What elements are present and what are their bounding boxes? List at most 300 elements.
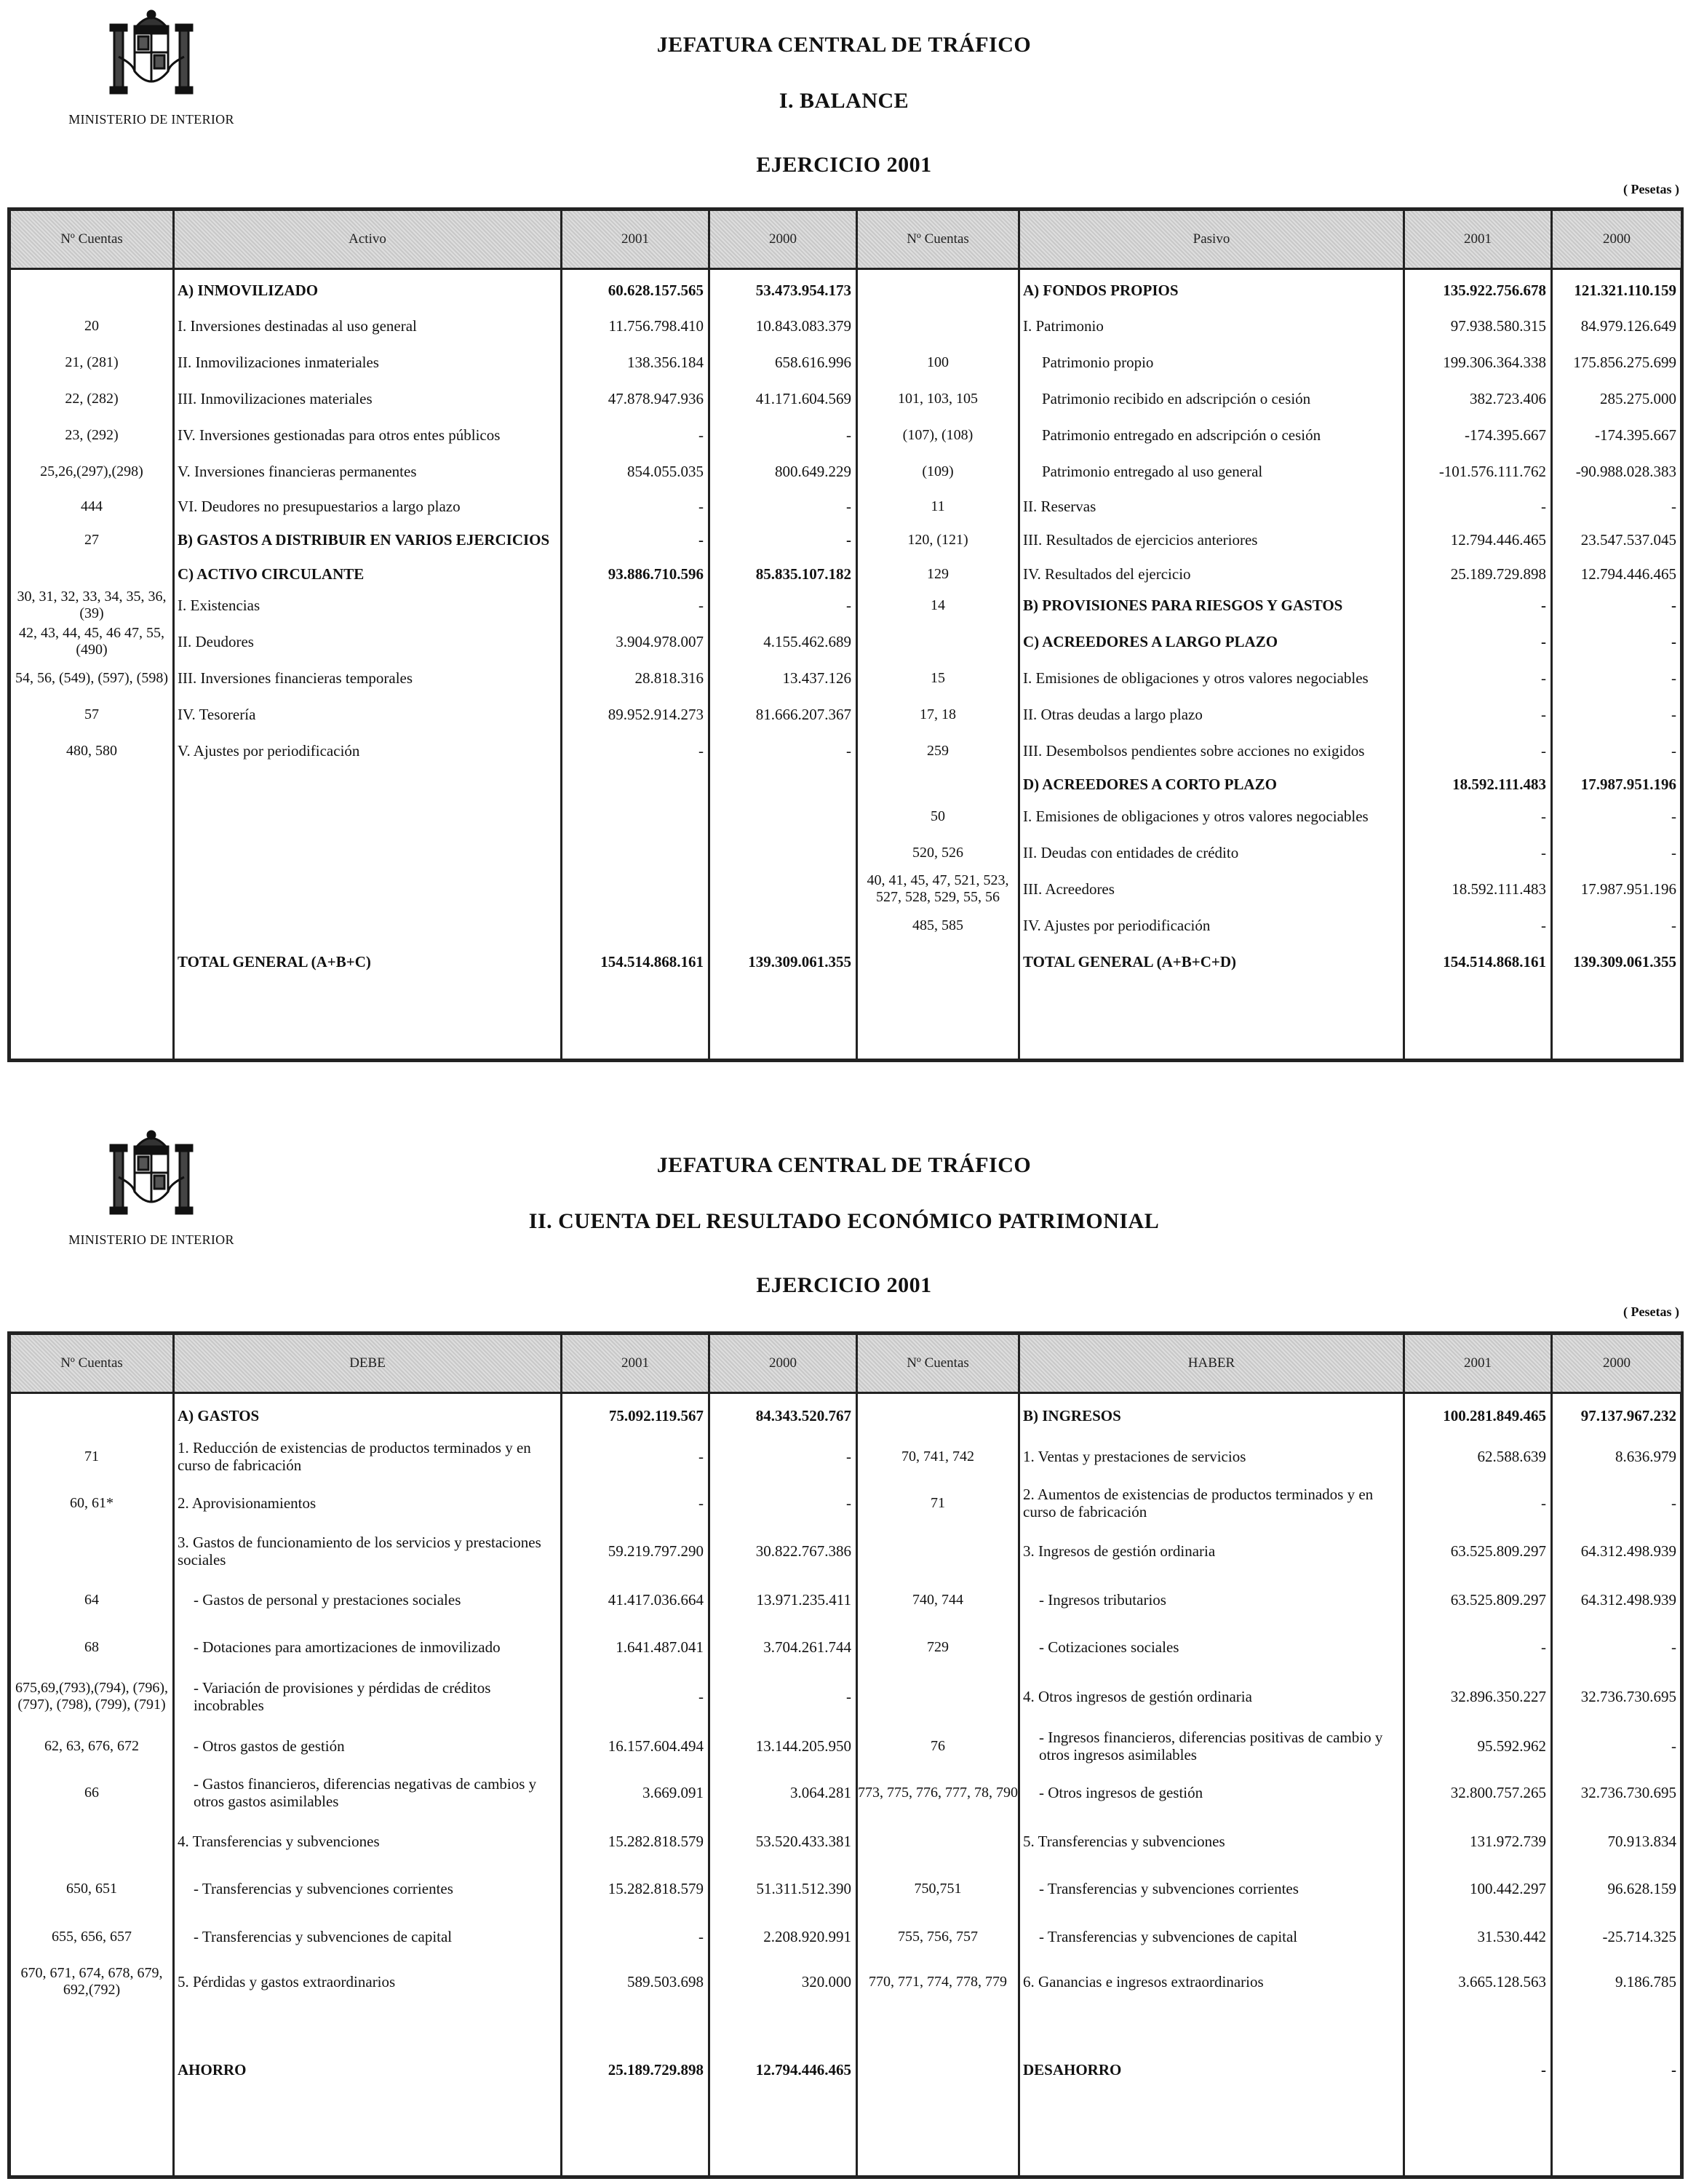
account-code-left: 23, (292) [65,426,119,443]
value-2001-right: - [1541,843,1546,861]
table-row [11,1674,1680,1719]
table-row [11,1770,1680,1815]
concept-left: 1. Reducción de existencias de productos terminados y en curso de fabricación [178,1438,531,1474]
table-row [11,1866,1680,1911]
value-2000-left: 800.649.229 [775,462,851,480]
header-cell: 2001 [562,211,708,268]
account-code-right: 14 [931,597,945,613]
value-2001-left [562,835,708,870]
table-row [11,1399,1680,1432]
value-2001-right: - [1541,497,1546,515]
ministry-name: MINISTERIO DE INTERIOR [68,112,234,127]
account-code-right: 773, 775, 776, 777, 78, 790 [858,1784,1018,1801]
value-2000-left [710,908,856,943]
table-row [11,624,1680,659]
value-2001-right: 154.514.868.161 [1443,952,1546,971]
table-row [11,1959,1680,2004]
account-code-right [858,770,1018,799]
value-2000-right: 23.547.537.045 [1580,530,1676,549]
table-row [11,1434,1680,1479]
concept-left: 4. Transferencias y subvenciones [178,1832,380,1850]
concept-left: 3. Gastos de funcionamiento de los servicios y prestaciones sociales [178,1533,541,1569]
currency-label: ( Pesetas ) [1623,1304,1679,1319]
value-2000-left: 51.311.512.390 [756,1879,851,1897]
ministry-name: MINISTERIO DE INTERIOR [68,1232,234,1247]
value-2001-right: - [1541,2060,1546,2079]
value-2000-left: 139.309.061.355 [748,952,851,971]
value-2001-right: 12.794.446.465 [1450,530,1546,549]
value-2000-right: - [1671,1638,1676,1656]
value-2001-right: - [1541,807,1546,825]
account-code-left: 42, 43, 44, 45, 46 47, 55, (490) [19,625,164,658]
value-2001-right: - [1541,1638,1546,1656]
account-code-left [11,2048,172,2092]
account-code-left [11,274,172,307]
account-code-left: 22, (282) [65,390,119,407]
value-2000-right: 64.312.498.939 [1580,1590,1676,1609]
table-row [11,381,1680,416]
concept-right: 1. Ventas y prestaciones de servicios [1023,1447,1246,1465]
header-cell: Nº Cuentas [11,1335,172,1392]
value-2001-right: 199.306.364.338 [1443,353,1546,371]
value-2001-left: 28.818.316 [634,669,704,687]
value-2000-right: -174.395.667 [1595,426,1676,444]
value-2000-right: - [1671,843,1676,861]
concept-left: II. Deudores [178,632,254,650]
account-code-left: 655, 656, 657 [52,1928,132,1945]
account-code-left [11,1820,172,1863]
header-cell: Activo [175,211,560,268]
account-code-right: 70, 741, 742 [901,1448,974,1464]
account-code-right: 729 [927,1638,949,1655]
value-2001-right: -174.395.667 [1465,426,1546,444]
value-2000-left: 2.208.920.991 [763,1927,851,1945]
value-2000-right: 17.987.951.196 [1580,775,1676,793]
value-2000-left: - [846,596,851,614]
concept-right: 6. Ganancias e ingresos extraordinarios [1023,1972,1264,1990]
value-2000-right: - [1671,916,1676,934]
value-2000-left [710,770,856,799]
concept-left: IV. Tesorería [178,705,256,723]
value-2000-left: 13.144.205.950 [755,1737,851,1755]
concept-left: IV. Inversiones gestionadas para otros entes públicos [178,426,501,444]
value-2001-left: - [698,426,704,444]
value-2000-left: 10.843.083.379 [755,316,851,335]
value-2001-right: 32.800.757.265 [1450,1783,1546,1801]
account-code-left: 68 [84,1638,99,1655]
account-code-right [858,308,1018,343]
account-code-right: 755, 756, 757 [898,1928,978,1945]
value-2000-right: -25.714.325 [1602,1927,1676,1945]
concept-right: B) PROVISIONES PARA RIESGOS Y GASTOS [1023,596,1343,614]
value-2001-right: 31.530.442 [1477,1927,1546,1945]
value-2001-right: - [1541,632,1546,650]
value-2001-right: 32.896.350.227 [1450,1687,1546,1705]
account-code-left: 20 [84,317,99,334]
value-2001-right: 97.938.580.315 [1450,316,1546,335]
value-2001-right: - [1541,669,1546,687]
account-code-left: 444 [81,498,103,514]
value-2001-right: 95.592.962 [1477,1737,1546,1755]
value-2000-right: 121.321.110.159 [1574,281,1676,299]
table-row [11,588,1680,623]
account-code-right: 770, 771, 774, 778, 779 [869,1973,1007,1990]
table-row [11,872,1680,906]
value-2001-left: - [698,530,704,549]
header-cell: DEBE [175,1335,560,1392]
value-2001-right: 100.281.849.465 [1443,1406,1546,1424]
value-2000-right: - [1671,497,1676,515]
header-cell: 2001 [562,1335,708,1392]
value-2001-right: 18.592.111.483 [1452,775,1546,793]
value-2000-left: 12.794.446.465 [755,2060,851,2079]
account-code-left: 480, 580 [66,742,117,759]
concept-left: - Transferencias y subvenciones corrientes [194,1879,453,1897]
concept-left: VI. Deudores no presupuestarios a largo plazo [178,497,461,515]
account-code-left: 57 [84,706,99,722]
concept-left [175,872,560,906]
value-2000-left: - [846,426,851,444]
value-2001-left: 3.669.091 [642,1783,704,1801]
value-2000-left: 81.666.207.367 [755,705,851,723]
account-code-right: 101, 103, 105 [898,390,978,407]
value-2001-left: 15.282.818.579 [608,1832,704,1850]
value-2000-right: - [1671,705,1676,723]
table-row [11,1480,1680,1526]
value-2001-right: 63.525.809.297 [1450,1590,1546,1609]
concept-left: III. Inmovilizaciones materiales [178,389,373,407]
value-2001-right: 135.922.756.678 [1443,281,1546,299]
value-2000-right: 285.275.000 [1600,389,1676,407]
concept-right: A) FONDOS PROPIOS [1023,281,1179,299]
value-2001-left: 60.628.157.565 [608,281,704,299]
value-2001-right: - [1541,916,1546,934]
header-cell: 2000 [1553,211,1681,268]
value-2000-right: - [1671,807,1676,825]
value-2001-right: - [1541,596,1546,614]
table-row [11,733,1680,768]
value-2001-right: 63.525.809.297 [1450,1542,1546,1560]
value-2001-left: 154.514.868.161 [600,952,704,971]
report-title: II. CUENTA DEL RESULTADO ECONÓMICO PATRIMONIAL [528,1209,1160,1233]
value-2001-left: - [698,1447,704,1465]
concept-left: III. Inversiones financieras temporales [178,669,413,687]
account-code-right [858,1820,1018,1863]
account-code-left [11,872,172,906]
value-2001-left: 89.952.914.273 [608,705,704,723]
account-code-left: 650, 651 [66,1880,117,1897]
value-2000-left: - [846,497,851,515]
account-code-right: 740, 744 [912,1591,963,1608]
account-code-right: 120, (121) [907,531,968,548]
account-code-left: 21, (281) [65,354,119,370]
value-2000-right: - [1671,1494,1676,1512]
account-code-right: 129 [927,565,949,582]
value-2000-right: 32.736.730.695 [1580,1783,1676,1801]
value-2000-left: 53.473.954.173 [755,281,851,299]
table-row [11,490,1680,523]
concept-left: 5. Pérdidas y gastos extraordinarios [178,1972,396,1990]
account-code-right: 40, 41, 45, 47, 521, 523, 527, 528, 529, 55, 56 [867,872,1009,905]
concept-left: C) ACTIVO CIRCULANTE [178,565,365,583]
value-2001-right: 18.592.111.483 [1452,880,1546,898]
header-cell: Nº Cuentas [858,211,1018,268]
value-2000-right: 96.628.159 [1607,1879,1676,1897]
account-code-right: 76 [931,1737,945,1754]
concept-left: - Dotaciones para amortizaciones de inmovilizado [194,1638,501,1656]
value-2001-left: 138.356.184 [627,353,704,371]
value-2001-right: 25.189.729.898 [1450,565,1546,583]
organization-title: JEFATURA CENTRAL DE TRÁFICO [656,33,1032,57]
table-row [11,522,1680,557]
concept-right: 2. Aumentos de existencias de productos terminados y en curso de fabricación [1023,1485,1374,1521]
value-2001-right: - [1541,705,1546,723]
account-code-left: 25,26,(297),(298) [40,463,143,479]
value-2000-left: 3.064.281 [790,1783,851,1801]
value-2000-right: - [1671,596,1676,614]
concept-left: - Transferencias y subvenciones de capital [194,1927,453,1945]
concept-left: - Gastos financieros, diferencias negativas de cambios y otros gastos asimilables [194,1774,537,1810]
value-2000-right: 97.137.967.232 [1580,1406,1676,1424]
value-2000-left: 41.171.604.569 [755,389,851,407]
value-2000-left: - [846,1687,851,1705]
value-2000-right: 17.987.951.196 [1580,880,1676,898]
account-code-right: (109) [922,463,954,479]
account-code-right [858,1674,1018,1719]
value-2000-right: 9.186.785 [1615,1972,1676,1990]
value-2001-left: - [698,1687,704,1705]
concept-right: 3. Ingresos de gestión ordinaria [1023,1542,1216,1560]
value-2001-left: 589.503.698 [627,1972,704,1990]
value-2000-right: - [1671,741,1676,760]
value-2000-right: 8.636.979 [1615,1447,1676,1465]
value-2001-right: 131.972.739 [1470,1832,1546,1850]
value-2001-left: 1.641.487.041 [616,1638,704,1656]
value-2001-right: - [1541,741,1546,760]
account-code-left: 62, 63, 676, 672 [44,1737,139,1754]
value-2000-left: 658.616.996 [775,353,851,371]
currency-label: ( Pesetas ) [1623,182,1679,196]
table-row [11,308,1680,343]
concept-left: - Otros gastos de gestión [194,1737,345,1755]
concept-left [175,799,560,834]
account-code-left [11,944,172,979]
concept-right: III. Desembolsos pendientes sobre acciones no exigidos [1023,741,1365,760]
concept-left [175,770,560,799]
concept-right: IV. Resultados del ejercicio [1023,565,1191,583]
account-code-left: 71 [84,1448,99,1464]
header-cell: 2001 [1405,211,1550,268]
value-2001-right: 100.442.297 [1470,1879,1546,1897]
header-divider [11,1392,1680,1394]
concept-left: 2. Aprovisionamientos [178,1494,316,1512]
account-code-right [858,944,1018,979]
value-2001-left [562,872,708,906]
concept-left: V. Ajustes por periodificación [178,741,360,760]
header-cell: 2000 [710,1335,856,1392]
concept-left: V. Inversiones financieras permanentes [178,462,417,480]
value-2001-left: - [698,741,704,760]
account-code-left: 64 [84,1591,99,1608]
value-2001-left: 59.219.797.290 [608,1542,704,1560]
value-2000-left: - [846,1447,851,1465]
value-2000-left: 30.822.767.386 [755,1542,851,1560]
table-row [11,1820,1680,1863]
concept-right: - Transferencias y subvenciones corrientes [1039,1879,1299,1897]
account-code-right: 259 [927,742,949,759]
value-2001-left: 15.282.818.579 [608,1879,704,1897]
table-row [11,418,1680,453]
concept-left: I. Inversiones destinadas al uso general [178,316,417,335]
header-divider [11,268,1680,270]
value-2000-left [710,872,856,906]
concept-right: I. Emisiones de obligaciones y otros valores negociables [1023,807,1369,825]
concept-right: II. Reservas [1023,497,1096,515]
table-header [11,211,1680,268]
concept-left [175,835,560,870]
concept-left: A) GASTOS [178,1406,260,1424]
account-code-right: 485, 585 [912,917,963,933]
concept-right: TOTAL GENERAL (A+B+C+D) [1023,952,1237,971]
concept-left: B) GASTOS A DISTRIBUIR EN VARIOS EJERCICIOS [178,530,550,549]
balance-table [7,207,1684,1062]
value-2000-left: 4.155.462.689 [763,632,851,650]
account-code-left [11,1529,172,1574]
table-row [11,1914,1680,1959]
header-cell: HABER [1020,1335,1403,1392]
value-2000-left: - [846,741,851,760]
header-cell: 2000 [710,211,856,268]
concept-left [175,908,560,943]
table-row [11,1529,1680,1574]
value-2000-right: 12.794.446.465 [1580,565,1676,583]
value-2001-right: - [1541,1494,1546,1512]
concept-right: C) ACREEDORES A LARGO PLAZO [1023,632,1278,650]
concept-right: Patrimonio entregado al uso general [1042,462,1263,480]
concept-right: II. Deudas con entidades de crédito [1023,843,1239,861]
account-code-right: 11 [931,498,945,514]
value-2000-right: - [1671,632,1676,650]
value-2000-right: 84.979.126.649 [1580,316,1676,335]
account-code-left [11,770,172,799]
value-2001-left: - [698,1927,704,1945]
report-title: I. BALANCE [779,89,909,113]
table-row [11,799,1680,834]
concept-left: I. Existencias [178,596,260,614]
value-2000-left: - [846,1494,851,1512]
value-2001-left: 854.055.035 [627,462,704,480]
account-code-right [858,624,1018,659]
account-code-left: 30, 31, 32, 33, 34, 35, 36, (39) [17,589,167,621]
concept-right: B) INGRESOS [1023,1406,1121,1424]
organization-title: JEFATURA CENTRAL DE TRÁFICO [656,1153,1032,1177]
table-row [11,1723,1680,1769]
table-header [11,1335,1680,1392]
concept-left: - Gastos de personal y prestaciones sociales [194,1590,461,1609]
account-code-right: 15 [931,669,945,686]
value-2001-left: 75.092.119.567 [608,1406,704,1424]
value-2000-right: - [1671,1737,1676,1755]
concept-right: Patrimonio propio [1042,353,1154,371]
concept-right: - Cotizaciones sociales [1039,1638,1179,1656]
concept-left: - Variación de provisiones y pérdidas de créditos incobrables [194,1678,491,1714]
value-2000-left: - [846,530,851,549]
concept-left: TOTAL GENERAL (A+B+C) [178,952,371,971]
table-row [11,345,1680,380]
table-row [11,1578,1680,1622]
account-code-left: 60, 61* [70,1494,114,1511]
account-code-left [11,1399,172,1432]
header-cell: Pasivo [1020,211,1403,268]
header-cell: Nº Cuentas [858,1335,1018,1392]
account-code-right: 17, 18 [920,706,956,722]
table-row [11,559,1680,589]
value-2001-left [562,799,708,834]
value-2001-left: - [698,497,704,515]
concept-right: Patrimonio recibido en adscripción o cesión [1042,389,1311,407]
account-code-right: 71 [931,1494,945,1511]
value-2000-left: 84.343.520.767 [755,1406,851,1424]
value-2001-left [562,908,708,943]
concept-right: - Ingresos tributarios [1039,1590,1166,1609]
account-code-left: 54, 56, (549), (597), (598) [15,669,168,686]
table-row [11,274,1680,307]
result-table [7,1331,1684,2179]
value-2000-left: 53.520.433.381 [755,1832,851,1850]
value-2001-right: -101.576.111.762 [1438,462,1546,480]
value-2000-left: 13.437.126 [782,669,851,687]
account-code-left: 670, 671, 674, 678, 679, 692,(792) [20,1965,163,1998]
fiscal-year: EJERCICIO 2001 [756,1273,932,1297]
concept-right: IV. Ajustes por periodificación [1023,916,1211,934]
value-2001-left: 25.189.729.898 [608,2060,704,2079]
header-cell: 2000 [1553,1335,1681,1392]
value-2000-right: - [1671,669,1676,687]
account-code-right: 50 [931,808,945,824]
account-code-right [858,1529,1018,1574]
value-2001-left: 11.756.798.410 [608,316,704,335]
table-row [11,661,1680,696]
account-code-right: 750,751 [914,1880,962,1897]
value-2000-left [710,799,856,834]
concept-right: I. Patrimonio [1023,316,1104,335]
value-2001-right: 62.588.639 [1477,1447,1546,1465]
value-2000-left [710,835,856,870]
table-row [11,835,1680,870]
account-code-right [858,1399,1018,1432]
header-cell: 2001 [1405,1335,1550,1392]
value-2001-left: 47.878.947.936 [608,389,704,407]
account-code-left: 66 [84,1784,99,1801]
value-2000-left: 3.704.261.744 [763,1638,851,1656]
concept-right: I. Emisiones de obligaciones y otros valores negociables [1023,669,1369,687]
account-code-left [11,835,172,870]
value-2001-left [562,770,708,799]
value-2001-left: 41.417.036.664 [608,1590,704,1609]
concept-left: II. Inmovilizaciones inmateriales [178,353,379,371]
value-2000-left: 13.971.235.411 [756,1590,851,1609]
table-row [11,908,1680,943]
value-2001-right: 3.665.128.563 [1458,1972,1546,1990]
account-code-right [858,2048,1018,2092]
concept-left: A) INMOVILIZADO [178,281,319,299]
value-2001-left: 3.904.978.007 [616,632,704,650]
concept-right: 4. Otros ingresos de gestión ordinaria [1023,1687,1252,1705]
concept-left: AHORRO [178,2060,247,2079]
concept-right: - Otros ingresos de gestión [1039,1783,1203,1801]
account-code-left [11,908,172,943]
concept-right: III. Resultados de ejercicios anteriores [1023,530,1258,549]
